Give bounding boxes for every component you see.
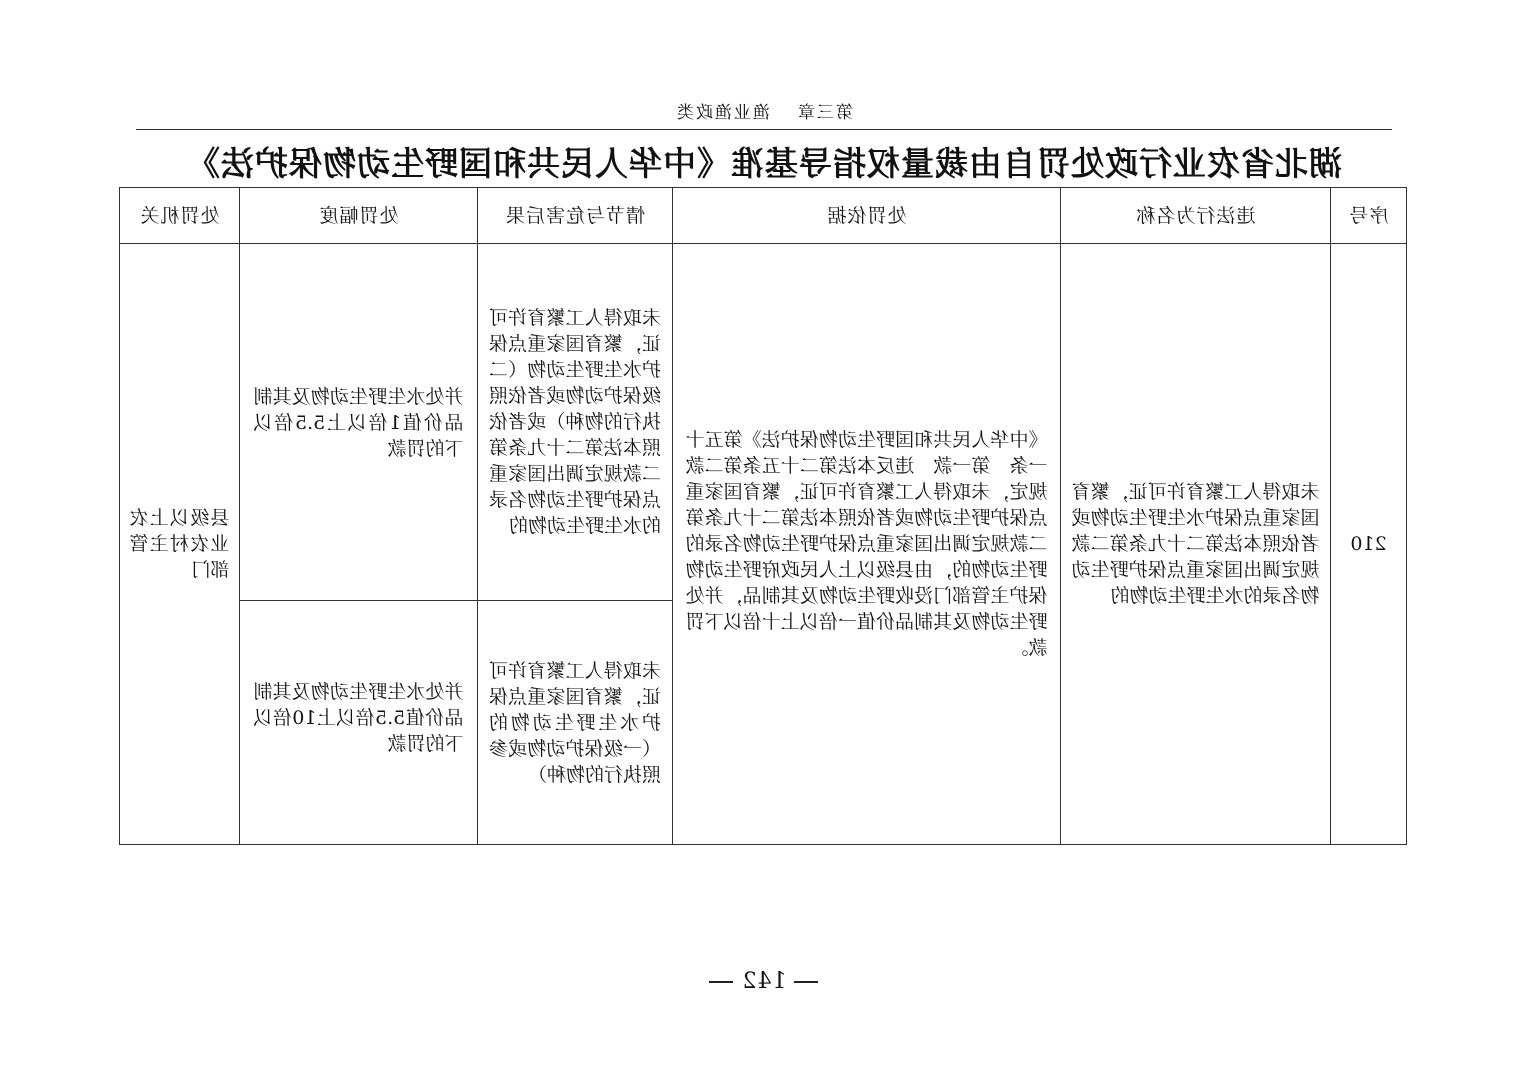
header-circumstance: 情节与危害后果 (478, 188, 673, 244)
seq-value: 210 (1350, 533, 1387, 555)
header-authority: 处罚机关 (120, 188, 240, 244)
chapter-header (0, 98, 1528, 123)
header-basis: 处罚依据 (673, 188, 1061, 244)
header-seq: 序号 (1331, 188, 1407, 244)
circumstance-text-1: 未取得人工繁育许可证，繁育国家重点保护水生野生动物（二级保护动物或者依照执行的物种）或者依照本法第二十九条第二款规定调出国家重点保护野生动物名录的水生野生动物的 (489, 307, 661, 537)
violation-cell (1061, 244, 1331, 845)
page-number (136, 969, 1392, 994)
chapter-number: 第三章 (796, 103, 853, 123)
violation-text: 未取得人工繁育许可证，繁育国家重点保护水生野生动物或者依照本法第二十九条第二款规定调出国家重点保护野生动物名录的水生野生动物的 (1071, 481, 1320, 607)
header-violation: 违法行为名称 (1061, 188, 1331, 244)
range-cell-2 (240, 601, 478, 845)
page-number-dash-right (710, 981, 734, 982)
range-text-2: 并处水生野生动物及其制品价值5.5倍以上10倍以下的罚款 (253, 681, 464, 755)
circumstance-cell-2 (478, 601, 673, 845)
chapter-category: 渔业渔政类 (675, 103, 770, 123)
table-row (120, 244, 1407, 601)
authority-text: 县级以上农业农村主管部门 (129, 507, 230, 581)
page-number-dash-left (795, 981, 819, 982)
basis-cell (673, 244, 1061, 845)
header-rule (136, 129, 1392, 130)
basis-text: 《中华人民共和国野生动物保护法》第五十一条 第一款 违反本法第二十五条第二款规定，未取得人工繁育许可证，繁育国家重点保护野生动物或者依照本法第二十九条第二款规定调出国家重点保护野生动物名录的野生动物的，由县级以上人民政府野生动物保护主管部门没收野生动物及其制品，并处野生动物及其制品价值一倍以上十倍以下罚款。 (685, 429, 1048, 659)
table-header-row (120, 188, 1407, 244)
authority-cell (120, 244, 240, 845)
range-text-1: 并处水生野生动物及其制品价值1倍以上5.5倍以下的罚款 (253, 386, 464, 460)
circumstance-text-2: 未取得人工繁育许可证，繁育国家重点保护水生野生动物的（一级保护动物或参照执行的物种） (489, 659, 661, 786)
seq-cell (1331, 244, 1407, 845)
header-range: 处罚幅度 (240, 188, 478, 244)
document-title: 湖北省农业行政处罚自由裁量权指导基准《中华人民共和国野生动物保护法》 (186, 144, 1342, 183)
range-cell-1 (240, 244, 478, 601)
penalty-table (119, 187, 1407, 845)
page-number-value: 142 (741, 969, 787, 994)
circumstance-cell-1 (478, 244, 673, 601)
